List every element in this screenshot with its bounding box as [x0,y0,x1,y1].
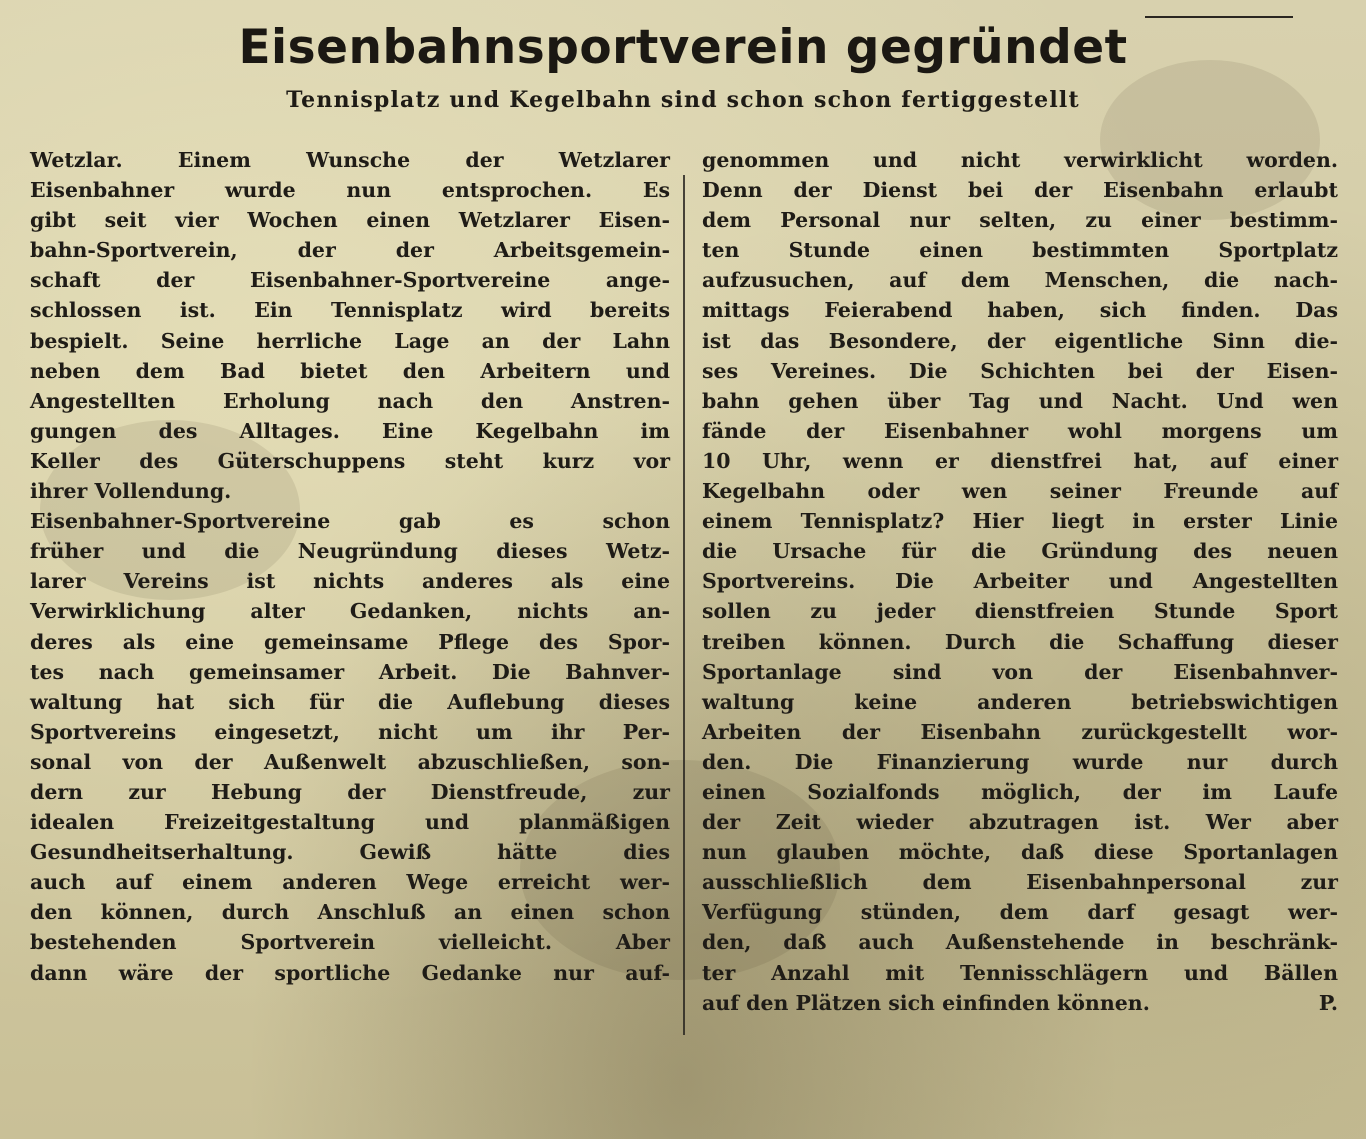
article-line: dem Personal nur selten, zu einer bestimm- [702,208,1338,233]
article-line: idealen Freizeitgestaltung und planmäßigen [30,810,670,835]
article-line: Kegelbahn oder wen seiner Freunde auf [702,479,1338,504]
headline: Eisenbahnsportverein gegründet [238,20,1128,75]
article-line: treiben können. Durch die Schaffung dieser [702,629,1338,654]
article-line: waltung hat sich für die Auflebung dieses [30,689,670,714]
article-line: mittags Feierabend haben, sich finden. Das [702,298,1338,323]
article-line: die Ursache für die Gründung des neuen [702,539,1338,564]
article-line: bestehenden Sportverein vielleicht. Aber [30,930,670,955]
article-line: Denn der Dienst bei der Eisenbahn erlaubt [702,178,1338,203]
article-line: gungen des Alltages. Eine Kegelbahn im [30,418,670,443]
article-line: Sportanlage sind von der Eisenbahnver- [702,659,1338,684]
left-column [30,145,670,988]
article-line: auch auf einem anderen Wege erreicht wer- [30,870,670,895]
article-line: Arbeiten der Eisenbahn zurückgestellt wor- [702,719,1338,744]
subheadline: Tennisplatz und Kegelbahn sind schon schon fertiggestellt [286,87,1080,113]
article-line: Keller des Güterschuppens steht kurz vor [30,448,670,473]
article-line: Wetzlar. Einem Wunsche der Wetzlarer [30,148,670,172]
article-line: gibt seit vier Wochen einen Wetzlarer Eisen- [30,208,670,233]
article-line: ist das Besondere, der eigentliche Sinn die- [702,328,1338,353]
article-line: dann wäre der sportliche Gedanke nur auf- [30,960,670,985]
author-signature: P. [1318,990,1338,1015]
article-line: sonal von der Außenwelt abzuschließen, son- [30,749,670,774]
column-divider [683,175,685,1035]
article-line: tes nach gemeinsamer Arbeit. Die Bahnver- [30,659,670,684]
article-line: ses Vereines. Die Schichten bei der Eisen- [702,358,1338,383]
article-line: Eisenbahner-Sportvereine gab es schon [30,509,670,534]
article-line: ter Anzahl mit Tennisschlägern und Bällen [702,960,1338,985]
article-line: Verfügung stünden, dem darf gesagt wer- [702,900,1338,925]
top-rule [1145,16,1293,18]
article-line: bahn-Sportverein, der der Arbeitsgemein- [30,238,670,263]
article-line: sollen zu jeder dienstfreien Stunde Sport [702,599,1338,624]
article-line: larer Vereins ist nichts anderes als eine [30,569,670,594]
article-line: ausschließlich dem Eisenbahnpersonal zur [702,870,1338,895]
article-line: ten Stunde einen bestimmten Sportplatz [702,238,1338,263]
article-line: bespielt. Seine herrliche Lage an der Lahn [30,328,670,353]
article-line: einen Sozialfonds möglich, der im Laufe [702,779,1338,804]
article-line: ihrer Vollendung. [30,479,232,504]
article-line: fände der Eisenbahner wohl morgens um [702,418,1338,443]
article-line: deres als eine gemeinsame Pflege des Spor- [30,629,670,654]
article-line: den. Die Finanzierung wurde nur durch [702,749,1338,774]
article-line: aufzusuchen, auf dem Menschen, die nach- [702,268,1338,293]
article-line: Sportvereins eingesetzt, nicht um ihr Per- [30,719,670,744]
article-line: nun glauben möchte, daß diese Sportanlagen [702,840,1338,865]
article-line: waltung keine anderen betriebswichtigen [702,689,1338,714]
article-line: den können, durch Anschluß an einen schon [30,900,670,925]
article-line: den, daß auch Außenstehende in beschränk- [702,930,1338,955]
article-line: Angestellten Erholung nach den Anstren- [30,388,670,413]
article-line: schaft der Eisenbahner-Sportvereine ange- [30,268,670,293]
article-line: Eisenbahner wurde nun entsprochen. Es [30,178,670,203]
article-line: Sportvereins. Die Arbeiter und Angestellten [702,569,1338,594]
article-line: auf den Plätzen sich einfinden können. [702,990,1150,1015]
article-line: der Zeit wieder abzutragen ist. Wer aber [702,810,1338,835]
article-line: früher und die Neugründung dieses Wetz- [30,539,670,564]
article-line: Gesundheitserhaltung. Gewiß hätte dies [30,840,670,865]
article-line: genommen und nicht verwirklicht worden. [702,148,1338,172]
right-column [702,145,1338,1018]
article-line: Verwirklichung alter Gedanken, nichts an- [30,599,670,624]
article-line: einem Tennisplatz? Hier liegt in erster Linie [702,509,1338,534]
article-line: dern zur Hebung der Dienstfreude, zur [30,779,670,804]
article-line: schlossen ist. Ein Tennisplatz wird bereits [30,298,670,323]
article-line: 10 Uhr, wenn er dienstfrei hat, auf einer [702,448,1338,473]
article-line: bahn gehen über Tag und Nacht. Und wen [702,388,1338,413]
article-line: neben dem Bad bietet den Arbeitern und [30,358,670,383]
